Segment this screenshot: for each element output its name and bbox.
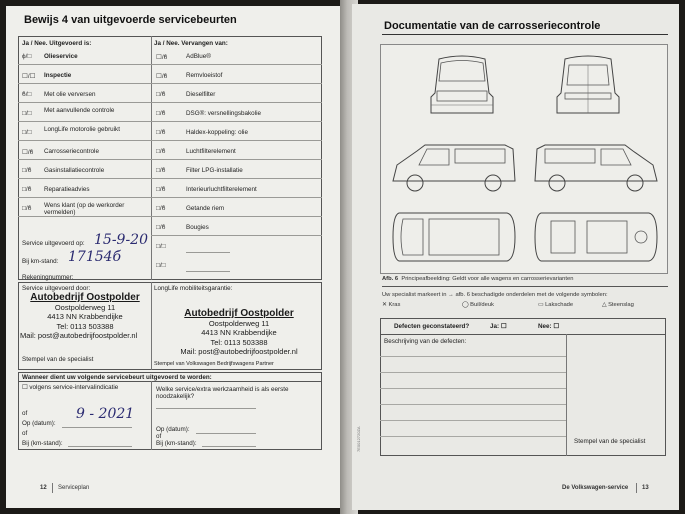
checkbox-icon[interactable]: □/□ xyxy=(22,129,32,136)
op-datum-label: Op (datum): xyxy=(22,420,56,427)
of-label-1: of xyxy=(22,410,28,417)
legend-intro: Uw specialist markeert in → afb. 6 beschadigde onderdelen met de volgende symbolen: xyxy=(382,292,608,298)
service-item: Inspectie xyxy=(44,72,72,79)
km-next-label-right: Bij (km-stand): xyxy=(156,440,197,447)
right-page xyxy=(352,4,679,510)
longlife-label: LongLife mobiliteitsgarantie: xyxy=(154,285,233,292)
service-item: Carrosseriecontrole xyxy=(44,148,99,155)
right-footer-label: De Volkswagen-service xyxy=(562,485,629,491)
description-label: Beschrijving van de defecten: xyxy=(384,338,467,345)
legend-scratch: ✕ Kras xyxy=(382,302,401,308)
checkbox-icon[interactable]: ☐/ϐ xyxy=(156,73,168,80)
checkbox-icon[interactable]: □/ϐ xyxy=(156,129,166,136)
legend-chip: △ Steenslag xyxy=(602,302,634,308)
service-item: Met aanvullende controle xyxy=(44,107,115,114)
right-page-number: 13 xyxy=(642,485,649,491)
of-label-right: of xyxy=(156,433,162,440)
checkbox-icon[interactable]: □/□ xyxy=(156,262,166,269)
checkbox-icon[interactable]: ϕ/□ xyxy=(22,53,32,60)
checkbox-icon[interactable]: □/ϐ xyxy=(156,205,166,212)
next-service-title: Wanneer dient uw volgende servicebeurt uitgevoerd te worden: xyxy=(22,374,212,381)
replacement-item: Haldex-koppeling: olie xyxy=(186,129,248,136)
figure-caption: Afb. 6 Principeafbeelding: Geldt voor alle wagens en carrosserievarianten xyxy=(382,276,574,282)
checkbox-icon[interactable]: □/ϐ xyxy=(156,148,166,155)
performed-by-label: Service uitgevoerd door: xyxy=(22,285,91,292)
replacement-item: DSG®: versnellingsbakolie xyxy=(186,110,261,117)
service-item: Met olie verversen xyxy=(44,91,96,98)
replacement-item: Interieurluchtfilterelement xyxy=(186,186,257,193)
ja-option[interactable]: Ja: ☐ xyxy=(490,323,507,330)
checkbox-icon[interactable]: ☐/ϐ xyxy=(22,149,34,156)
van-front-icon xyxy=(425,53,499,119)
replacement-item: Remvloeistof xyxy=(186,72,223,79)
side-code: 7E0012720ZA xyxy=(356,426,361,452)
legend-dent: ◯ Buil/deuk xyxy=(462,302,494,308)
stamp-partner-label: Stempel van Volkswagen Bedrijfswagens Partner xyxy=(154,361,274,367)
van-top-icon xyxy=(389,207,519,267)
stamp-specialist-label: Stempel van de specialist xyxy=(22,356,94,363)
service-item: Gasinstallatiecontrole xyxy=(44,167,105,174)
van-side-icon xyxy=(389,137,519,195)
left-page-title: Bewijs 4 van uitgevoerde servicebeurten xyxy=(24,14,237,26)
checkbox-icon[interactable]: ☐ xyxy=(553,323,560,330)
stamp-label-right: Stempel van de specialist xyxy=(574,438,646,445)
service-item: LongLife motorolie gebruikt xyxy=(44,126,120,133)
replacement-item: Getande riem xyxy=(186,205,225,212)
checkbox-icon[interactable]: □/ϐ xyxy=(156,91,166,98)
next-interval-option[interactable]: ☐ volgens service-intervalindicatie xyxy=(22,384,119,391)
checkbox-icon[interactable]: □/ϐ xyxy=(156,110,166,117)
km-next-label: Bij (km-stand): xyxy=(22,440,63,447)
van-rear-icon xyxy=(551,53,625,119)
col-right-header: Ja / Nee. Vervangen van: xyxy=(154,40,228,47)
van-side-icon xyxy=(531,137,661,195)
dealer-stamp-left: Autobedrijf Oostpolder Oostpolderweg 11 4413 NN Krabbendijke Tel: 0113 503388 Mail: post@autobedrijfoostpolder.nl xyxy=(20,292,140,340)
left-page-section: Serviceplan xyxy=(58,485,90,491)
defects-label: Defecten geconstateerd? xyxy=(394,323,470,330)
km-value: 17154б xyxy=(68,249,122,265)
left-page xyxy=(6,6,346,508)
right-page-title: Documentatie van de carrosseriecontrole xyxy=(384,20,601,32)
nee-option[interactable]: Nee: ☐ xyxy=(538,323,560,330)
checkbox-icon[interactable]: □/ϐ xyxy=(156,186,166,193)
checkbox-icon[interactable]: ☐/☐ xyxy=(22,73,36,80)
replacement-item: Luchtfilterelement xyxy=(186,148,236,155)
km-label: Bij km-stand: xyxy=(22,258,59,265)
invoice-label: Rekeningnummer: xyxy=(22,274,74,281)
checkbox-icon[interactable]: □/ϐ xyxy=(156,167,166,174)
checkbox-icon[interactable]: □/ϐ xyxy=(22,205,32,212)
body-diagram xyxy=(380,44,668,274)
next-date-value: 9 - 2021 xyxy=(76,406,135,422)
service-item: Olieservice xyxy=(44,53,78,60)
checkbox-icon[interactable]: □/ϐ xyxy=(22,167,32,174)
checkbox-icon[interactable]: ☐/ϐ xyxy=(156,54,168,61)
extra-work-label: Welke service/extra werkzaamheid is als eerste noodzakelijk? xyxy=(156,386,289,400)
of-label-2: of xyxy=(22,430,28,437)
checkbox-icon[interactable]: □/ϐ xyxy=(22,186,32,193)
col-left-header: Ja / Nee. Uitgevoerd is: xyxy=(22,40,92,47)
replacement-item: Filter LPG-installatie xyxy=(186,167,243,174)
replacement-item: Bougies xyxy=(186,224,209,231)
service-item: Wens klant (op de werkorder vermelden) xyxy=(44,202,125,216)
op-datum-label-right: Op (datum): xyxy=(156,426,190,433)
checkbox-icon[interactable]: □/□ xyxy=(22,110,32,117)
dealer-stamp-right: Autobedrijf Oostpolder Oostpolderweg 11 4413 NN Krabbendijke Tel: 0113 503388 Mail: post@autobedrijfoostpolder.nl xyxy=(180,308,298,356)
left-page-number: 12 xyxy=(40,485,47,491)
van-interior-icon xyxy=(531,207,661,267)
service-item: Reparatieadvies xyxy=(44,186,90,193)
service-date-label: Service uitgevoerd op: xyxy=(22,240,85,247)
checkbox-icon[interactable]: □/ϐ xyxy=(156,224,166,231)
checkbox-icon[interactable]: ☐ xyxy=(500,323,507,330)
replacement-item: AdBlue® xyxy=(186,53,211,60)
legend-paint: ▭ Lakschade xyxy=(538,302,574,308)
checkbox-icon[interactable]: □/□ xyxy=(156,243,166,250)
checkbox-icon[interactable]: ϐ/□ xyxy=(22,91,32,98)
service-date-value: 15-9-20 xyxy=(94,232,148,248)
checkbox-icon[interactable]: ☐ xyxy=(22,384,28,391)
replacement-item: Dieselfilter xyxy=(186,91,216,98)
